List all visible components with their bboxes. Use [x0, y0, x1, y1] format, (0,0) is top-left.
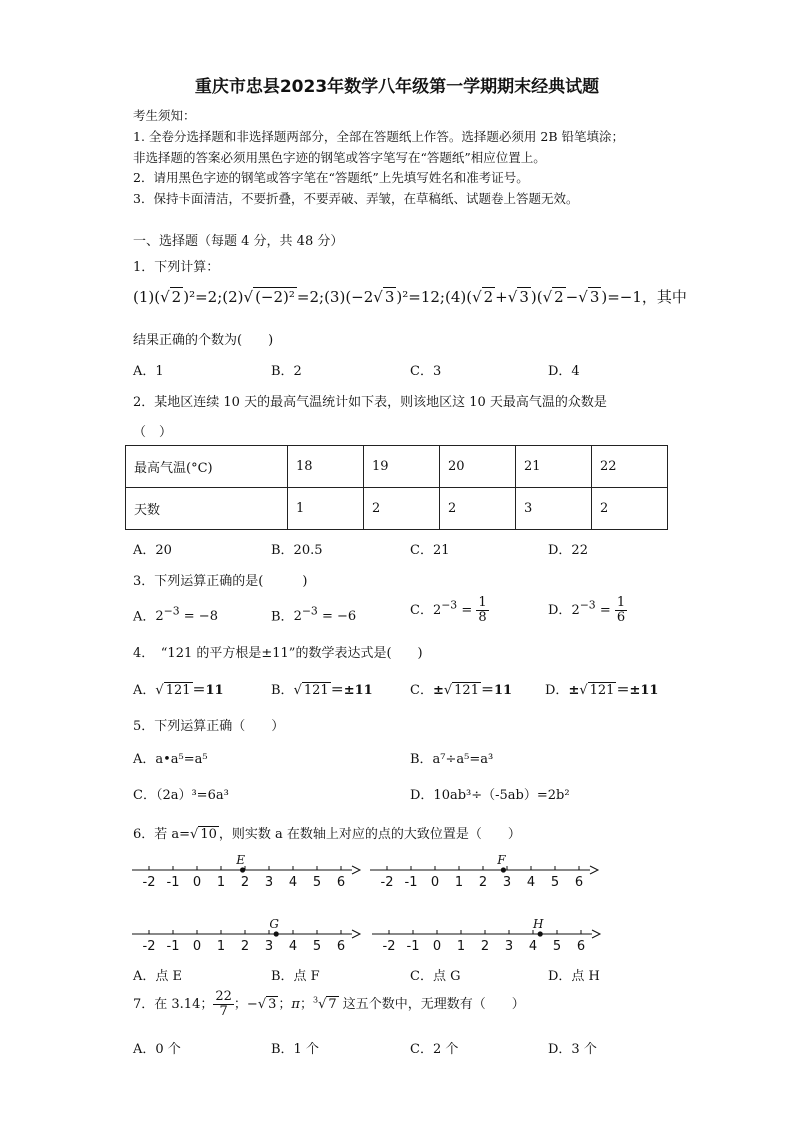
- q1-tail: ，其中: [641, 288, 687, 306]
- q7-option-c[interactable]: C．2 个: [410, 1042, 459, 1057]
- q6-stem: 6．若 a=√ 10 ，则实数 a 在数轴上对应的点的大致位置是（ ）: [133, 827, 521, 842]
- point-label: G: [269, 917, 279, 931]
- q1-stem: 1．下列计算：: [133, 260, 220, 275]
- tick-label: 5: [552, 939, 562, 954]
- notice-line-1a: 1. 全卷分选择题和非选择题两部分，全部在答题纸上作答。选择题必须用 2B 铅笔填涂；: [133, 129, 624, 144]
- q5-stem: 5．下列运算正确（ ）: [133, 719, 285, 734]
- tick-label: -1: [166, 875, 180, 890]
- table-header-cell: 天数: [126, 488, 288, 530]
- point-label: F: [497, 853, 506, 867]
- tick-label: 4: [288, 939, 298, 954]
- temperature-table: [125, 445, 668, 530]
- q1-option-a[interactable]: A．1: [133, 364, 164, 379]
- q4-option-d[interactable]: D．±√ 121 ＝±11: [545, 683, 659, 698]
- q1-option-c[interactable]: C．3: [410, 364, 442, 379]
- number-line-g: [130, 916, 362, 956]
- table-header-cell: 最高气温(°C): [126, 446, 288, 488]
- table-cell: 2: [364, 488, 440, 530]
- tick-label: -1: [406, 939, 420, 954]
- tick-label: 2: [478, 875, 488, 890]
- table-cell: 1: [288, 488, 364, 530]
- q2-option-b[interactable]: B．20.5: [271, 543, 323, 558]
- q2-option-a[interactable]: A．20: [133, 543, 172, 558]
- notice-heading: 考生须知：: [133, 108, 196, 123]
- q1-stem-cont: 结果正确的个数为( ): [133, 333, 274, 348]
- q5-option-d[interactable]: D．10ab³÷（-5ab）=2b²: [410, 788, 570, 803]
- tick-label: 1: [216, 875, 226, 890]
- tick-label: 3: [504, 939, 514, 954]
- table-cell: 22: [592, 446, 668, 488]
- q1-option-b[interactable]: B．2: [271, 364, 302, 379]
- q5-option-c[interactable]: C．（2a）³=6a³: [133, 788, 229, 803]
- point-marker: [240, 867, 245, 872]
- point-label: E: [236, 853, 245, 867]
- q7-option-b[interactable]: B．1 个: [271, 1042, 319, 1057]
- q3-option-a[interactable]: A．$2^{-3} = -8$: [133, 605, 218, 625]
- point-marker: [274, 931, 279, 936]
- tick-label: 5: [312, 939, 322, 954]
- tick-label: 3: [264, 875, 274, 890]
- tick-label: -2: [380, 875, 394, 890]
- tick-label: 3: [502, 875, 512, 890]
- tick-label: 6: [336, 875, 346, 890]
- q3-option-d[interactable]: D．$2^{-3}$ = $\frac{1}{6}$: [548, 595, 626, 625]
- tick-label: -2: [142, 939, 156, 954]
- q4-stem: 4． “121 的平方根是±11”的数学表达式是( ): [133, 646, 423, 661]
- section-heading: 一、选择题（每题 4 分，共 48 分）: [133, 234, 344, 249]
- q5-option-b[interactable]: B．a⁷÷a⁵=a³: [410, 752, 494, 767]
- table-cell: 18: [288, 446, 364, 488]
- notice-line-2: 2．请用黑色字迹的钢笔或答字笔在“答题纸”上先填写姓名和准考证号。: [133, 170, 529, 185]
- table-row: [126, 446, 668, 488]
- q6-option-d[interactable]: D．点 H: [548, 969, 600, 984]
- tick-label: 6: [336, 939, 346, 954]
- q3-option-c[interactable]: C．$2^{-3}$ = $\frac{1}{8}$: [410, 595, 487, 625]
- q2-paren: （ ）: [133, 425, 173, 440]
- tick-label: 2: [240, 939, 250, 954]
- page-title: 重庆市忠县2023年数学八年级第一学期期末经典试题: [194, 77, 600, 97]
- tick-label: -1: [166, 939, 180, 954]
- tick-label: 0: [432, 939, 442, 954]
- tick-label: 5: [550, 875, 560, 890]
- q7-stem: 7．在 3.14； $\frac{22}{7}$ ；−√ 3 ；π；$^3$√ 7 这五个数中，无理数有（ ）: [133, 989, 525, 1019]
- tick-label: 2: [240, 875, 250, 890]
- tick-label: -2: [382, 939, 396, 954]
- q6-option-c[interactable]: C．点 G: [410, 969, 461, 984]
- axis-arrow: [352, 930, 360, 938]
- table-cell: 2: [592, 488, 668, 530]
- axis-arrow: [592, 930, 600, 938]
- table-cell: 2: [440, 488, 516, 530]
- tick-label: 1: [454, 875, 464, 890]
- tick-label: 6: [576, 939, 586, 954]
- tick-label: 2: [480, 939, 490, 954]
- point-marker: [501, 867, 506, 872]
- tick-label: 0: [192, 875, 202, 890]
- tick-label: 6: [574, 875, 584, 890]
- q6-option-a[interactable]: A．点 E: [133, 969, 183, 984]
- q4-option-b[interactable]: B．√ 121 ＝±11: [271, 683, 373, 698]
- tick-label: 4: [526, 875, 536, 890]
- tick-label: 1: [216, 939, 226, 954]
- number-line-f: [368, 852, 600, 892]
- notice-line-1b: 非选择题的答案必须用黑色字迹的钢笔或答字笔写在“答题纸”相应位置上。: [133, 150, 546, 165]
- q2-stem: 2．某地区连续 10 天的最高气温统计如下表，则该地区这 10 天最高气温的众数是: [133, 395, 607, 410]
- tick-label: 3: [264, 939, 274, 954]
- table-cell: 21: [516, 446, 592, 488]
- q1-option-d[interactable]: D．4: [548, 364, 580, 379]
- number-line-e: [130, 852, 362, 892]
- q7-option-d[interactable]: D．3 个: [548, 1042, 597, 1057]
- axis-arrow: [590, 866, 598, 874]
- q2-option-d[interactable]: D．22: [548, 543, 588, 558]
- point-label: H: [532, 917, 544, 931]
- q7-option-a[interactable]: A．0 个: [133, 1042, 181, 1057]
- q4-option-a[interactable]: A．√ 121 ＝11: [133, 683, 224, 698]
- q5-option-a[interactable]: A．a•a⁵=a⁵: [133, 752, 208, 767]
- q6-option-b[interactable]: B．点 F: [271, 969, 320, 984]
- q3-option-b[interactable]: B．$2^{-3} = -6$: [271, 605, 357, 625]
- point-marker: [538, 931, 543, 936]
- q4-option-c[interactable]: C．±√ 121 ＝11: [410, 683, 513, 698]
- table-row: [126, 488, 668, 530]
- tick-label: 0: [192, 939, 202, 954]
- tick-label: 0: [430, 875, 440, 890]
- tick-label: 1: [456, 939, 466, 954]
- q2-option-c[interactable]: C．21: [410, 543, 450, 558]
- q3-stem: 3．下列运算正确的是( ): [133, 574, 308, 589]
- notice-line-3: 3．保持卡面清洁，不要折叠，不要弄破、弄皱，在草稿纸、试题卷上答题无效。: [133, 191, 579, 206]
- q1-expression: (1)(√ 2 )²=2;(2)√ (−2)² =2;(3)(−2√ 3 )²=12;(4)(√ 2 +√ 3 )(√ 2 −√ 3 )=−1，其中: [133, 288, 687, 306]
- table-cell: 3: [516, 488, 592, 530]
- number-line-h: [370, 916, 602, 956]
- tick-label: 5: [312, 875, 322, 890]
- tick-label: -1: [404, 875, 418, 890]
- table-cell: 20: [440, 446, 516, 488]
- tick-label: 4: [288, 875, 298, 890]
- tick-label: -2: [142, 875, 156, 890]
- table-cell: 19: [364, 446, 440, 488]
- axis-arrow: [352, 866, 360, 874]
- tick-label: 4: [528, 939, 538, 954]
